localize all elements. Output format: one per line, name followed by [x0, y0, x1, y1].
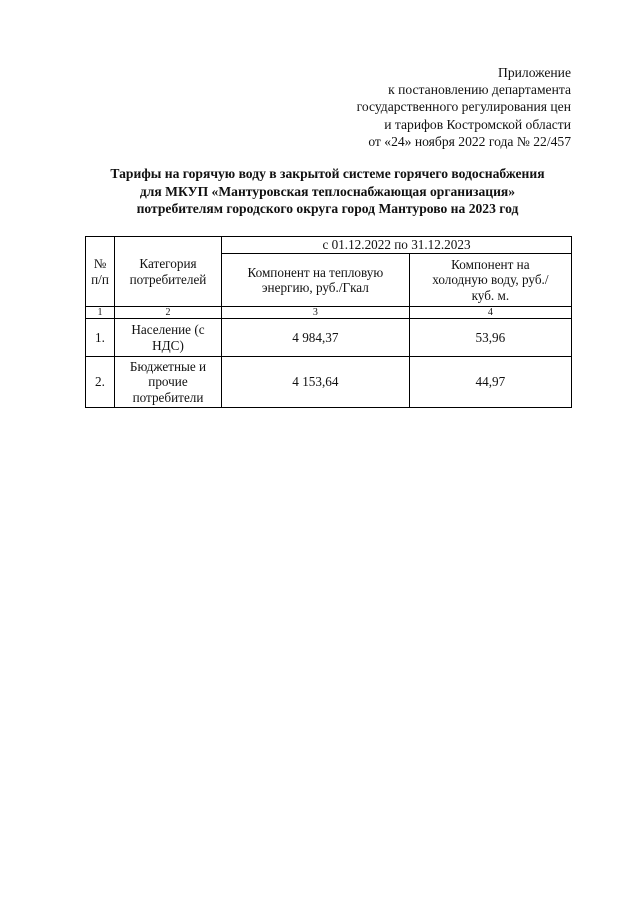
appendix-line: и тарифов Костромской области [384, 116, 571, 132]
header-period: с 01.12.2022 по 31.12.2023 [222, 237, 572, 254]
table-row [86, 357, 572, 408]
row-heat-value: 4 153,64 [222, 357, 410, 408]
index-cell: 4 [409, 307, 571, 319]
index-cell: 1 [86, 307, 115, 319]
appendix-block [251, 64, 571, 150]
row-heat-value: 4 984,37 [222, 319, 410, 357]
index-cell: 2 [115, 307, 222, 319]
header-heat-text: Компонент на тепловую энергию, руб./Гкал [247, 264, 384, 295]
index-cell: 3 [222, 307, 410, 319]
title-line: Тарифы на горячую воду в закрытой системе горячего водоснабжения [110, 166, 545, 181]
header-heat-component [222, 254, 410, 307]
row-water-value: 53,96 [409, 319, 571, 357]
header-num: № п/п [86, 237, 115, 307]
appendix-line: от «24» ноября 2022 года № 22/457 [368, 133, 571, 149]
header-water-component [409, 254, 571, 307]
row-num: 2. [86, 357, 115, 408]
row-category: Население (с НДС) [115, 319, 222, 357]
appendix-line: Приложение [498, 65, 571, 80]
row-water-value: 44,97 [409, 357, 571, 408]
appendix-line: к постановлению департамента [388, 82, 571, 98]
header-water-text: Компонент на холодную воду, руб./куб. м. [432, 256, 549, 303]
document-title [60, 165, 595, 218]
row-num: 1. [86, 319, 115, 357]
tariffs-table [85, 236, 572, 408]
title-line: потребителям городского округа город Мантурово на 2023 год [136, 201, 519, 216]
table-row [86, 319, 572, 357]
table-header-row [86, 237, 572, 254]
appendix-line: государственного регулирования цен [356, 99, 571, 115]
title-line: для МКУП «Мантуровская теплоснабжающая организация» [139, 183, 516, 199]
header-category: Категория потребителей [115, 237, 222, 307]
row-category: Бюджетные и прочие потребители [115, 357, 222, 408]
table-index-row [86, 307, 572, 319]
